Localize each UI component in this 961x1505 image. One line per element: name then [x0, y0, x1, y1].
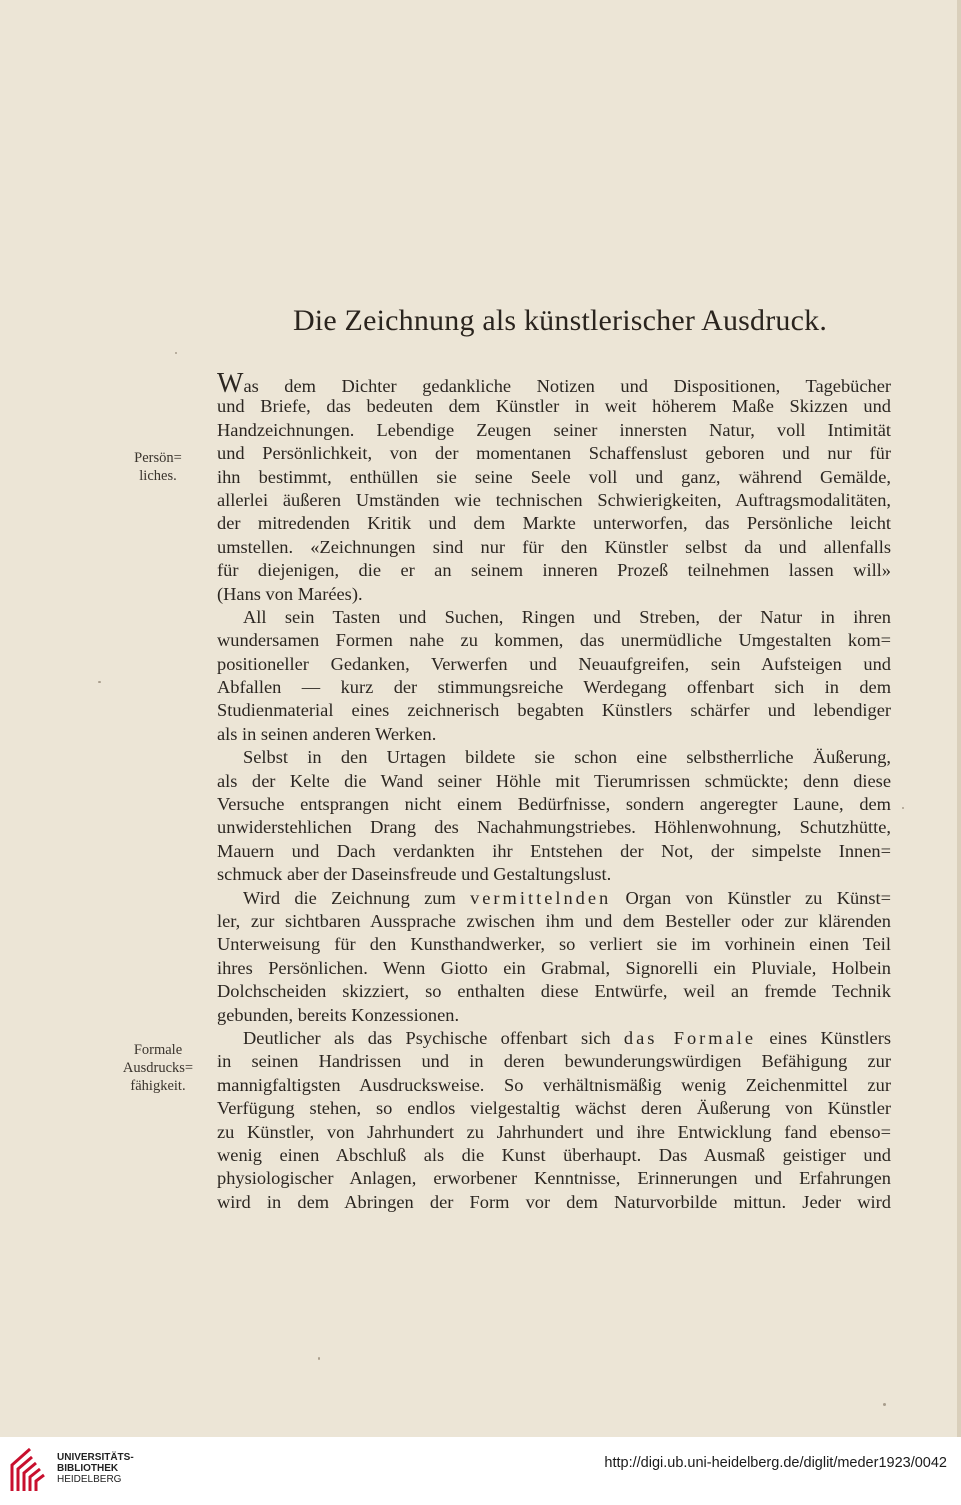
margin-note-persoenliches [118, 449, 198, 485]
text-segment: unwiderstehlichen Drang des Nachahmungstriebes. Höhlenwohnung, Schutzhütte, [217, 817, 891, 838]
text-segment: eines Künstlers [756, 1027, 891, 1048]
text-segment: Unterweisung für den Kunsthandwerker, so verliert sie im vorhinein einen Teil [217, 934, 891, 955]
text-line [217, 606, 891, 629]
text-line [217, 1144, 891, 1167]
text-line [217, 419, 891, 442]
text-line [217, 887, 891, 910]
text-line [217, 793, 891, 816]
body-text [217, 368, 891, 1214]
text-segment: als in seinen anderen Werken. [217, 723, 437, 744]
library-name-line: UNIVERSITÄTS- [57, 1452, 134, 1463]
text-line [217, 770, 891, 793]
text-line [217, 933, 891, 956]
ub-heidelberg-logo-icon[interactable] [8, 1445, 52, 1495]
emphasized-text: vermittelnden [470, 887, 612, 908]
paper-speck [175, 352, 177, 354]
text-line [217, 629, 891, 652]
text-line [217, 442, 891, 465]
paper-speck [318, 1357, 320, 1360]
text-segment: schmuck aber der Daseinsfreude und Gestaltungslust. [217, 864, 612, 885]
text-line [217, 1050, 891, 1073]
text-line [217, 910, 891, 933]
text-segment: Versuche entsprangen nicht einem Bedürfnisse, sondern angeregter Laune, dem [217, 794, 891, 815]
text-line [217, 559, 891, 582]
text-segment: wenig einen Abschluß als die Kunst überhaupt. Das Ausmaß geistiger und [217, 1144, 891, 1165]
margin-note-line: Formale [133, 1042, 183, 1058]
text-segment: ihres Persönlichen. Wenn Giotto ein Grabmal, Signorelli ein Pluviale, Holbein [217, 957, 891, 978]
library-name-line: BIBLIOTHEK [57, 1463, 119, 1474]
text-segment: Mauern und Dach verdankten ihr Entstehen der Not, der simpelste Innen= [217, 840, 891, 861]
text-segment: Verfügung stehen, so endlos vielgestaltig wächst deren Äußerung von Künstler [217, 1098, 891, 1119]
text-segment: Studienmaterial eines zeichnerisch begabten Künstlers schärfer und lebendiger [217, 700, 891, 721]
text-line [217, 536, 891, 559]
text-segment: mannigfaltigsten Ausdrucksweise. So verhältnismäßig wenig Zeichenmittel zur [217, 1074, 891, 1095]
text-segment: Selbst in den Urtagen bildete sie schon eine selbstherrliche Äußerung, [243, 747, 891, 768]
text-line [217, 512, 891, 535]
text-segment: Abfallen — kurz der stimmungsreiche Werdegang offenbart sich in dem [217, 677, 891, 698]
text-line [217, 980, 891, 1003]
text-line [217, 863, 891, 886]
text-segment: wird in dem Abringen der Form vor dem Naturvorbilde mittun. Jeder wird [217, 1191, 891, 1212]
text-line [217, 1167, 891, 1190]
footer-bar [0, 1437, 961, 1505]
source-url-link[interactable]: http://digi.ub.uni-heidelberg.de/diglit/meder1923/0042 [604, 1455, 947, 1471]
text-segment: ihn bestimmt, enthüllen sie seine Seele voll und ganz, während Gemälde, [217, 466, 891, 487]
text-line [217, 840, 891, 863]
margin-note-line: fähigkeit. [130, 1078, 186, 1094]
text-line [217, 699, 891, 722]
text-segment: Handzeichnungen. Lebendige Zeugen seiner innersten Natur, voll Intimität [217, 419, 891, 440]
text-segment: gebunden, bereits Konzessionen. [217, 1004, 460, 1025]
margin-note-line: Persön= [134, 450, 182, 466]
text-segment: Organ von Künstler zu Künst= [611, 887, 891, 908]
text-line [217, 1074, 891, 1097]
text-segment: (Hans von Marées). [217, 583, 363, 604]
initial-letter: W [217, 368, 244, 399]
text-segment: Dolchscheiden skizziert, so enthalten diese Entwürfe, weil an fremde Technik [217, 981, 891, 1002]
text-segment: All sein Tasten und Suchen, Ringen und Streben, der Natur in ihren [243, 606, 891, 627]
text-line [217, 489, 891, 512]
text-segment: Deutlicher als das Psychische offenbart sich [243, 1027, 624, 1048]
text-segment: und Briefe, das bedeuten dem Künstler in weit höherem Maße Skizzen und [217, 396, 891, 417]
text-line [217, 1121, 891, 1144]
page-title: Die Zeichnung als künstlerischer Ausdruck. [292, 304, 828, 337]
text-segment: in seinen Handrissen und in deren bewunderungswürdigen Befähigung zur [217, 1051, 891, 1072]
text-line [217, 395, 891, 418]
text-line [217, 816, 891, 839]
text-line [217, 1004, 891, 1027]
text-line [217, 466, 891, 489]
text-line [217, 368, 891, 399]
text-segment: zu Künstler, von Jahrhundert zu Jahrhundert und ihre Entwicklung fand ebenso= [217, 1121, 891, 1142]
margin-note-line: Ausdrucks= [122, 1060, 194, 1076]
margin-note-formale [112, 1041, 204, 1095]
text-segment: umstellen. «Zeichnungen sind nur für den Künstler selbst da und allenfalls [217, 536, 891, 557]
text-line [217, 653, 891, 676]
text-segment: der mitredenden Kritik und dem Markte unterworfen, das Persönliche leicht [217, 513, 891, 534]
text-segment: ler, zur sichtbaren Aussprache zwischen ihm und dem Besteller oder zur klärenden [217, 910, 891, 931]
text-line [217, 1191, 891, 1214]
text-segment: als der Kelte die Wand seiner Höhle mit Tierumrissen schmückte; denn diese [217, 770, 891, 791]
text-line [217, 1027, 891, 1050]
library-name [57, 1452, 134, 1485]
emphasized-text: das Formale [623, 1027, 757, 1048]
text-segment: allerlei äußeren Umständen wie technischen Schwierigkeiten, Auftragsmodalitäten, [217, 489, 891, 510]
text-segment: positioneller Gedanken, Verwerfen und Neuaufgreifen, sein Aufsteigen und [217, 653, 891, 674]
text-segment: und Persönlichkeit, von der momentanen Schaffenslust geboren und nur für [217, 443, 891, 464]
text-line [217, 676, 891, 699]
paper-speck [902, 807, 904, 809]
text-line [217, 746, 891, 769]
library-name-line: HEIDELBERG [57, 1474, 122, 1485]
text-segment: physiologischer Anlagen, erworbener Kenntnisse, Erinnerungen und Erfahrungen [217, 1168, 891, 1189]
margin-note-line: liches. [139, 468, 177, 484]
text-line [217, 583, 891, 606]
text-line [217, 1097, 891, 1120]
text-line [217, 723, 891, 746]
paper-speck [98, 681, 101, 683]
text-segment: für diejenigen, die er an seinem inneren Prozeß teilnehmen lassen will» [217, 560, 891, 581]
page-edge [957, 0, 961, 1437]
text-line [217, 957, 891, 980]
paper-speck [883, 1403, 886, 1406]
text-segment: Wird die Zeichnung zum [243, 887, 471, 908]
text-segment: as dem Dichter gedankliche Notizen und Dispositionen, Tagebücher [243, 376, 891, 396]
text-segment: wundersamen Formen nahe zu kommen, das unermüdliche Umgestalten kom= [217, 630, 891, 651]
